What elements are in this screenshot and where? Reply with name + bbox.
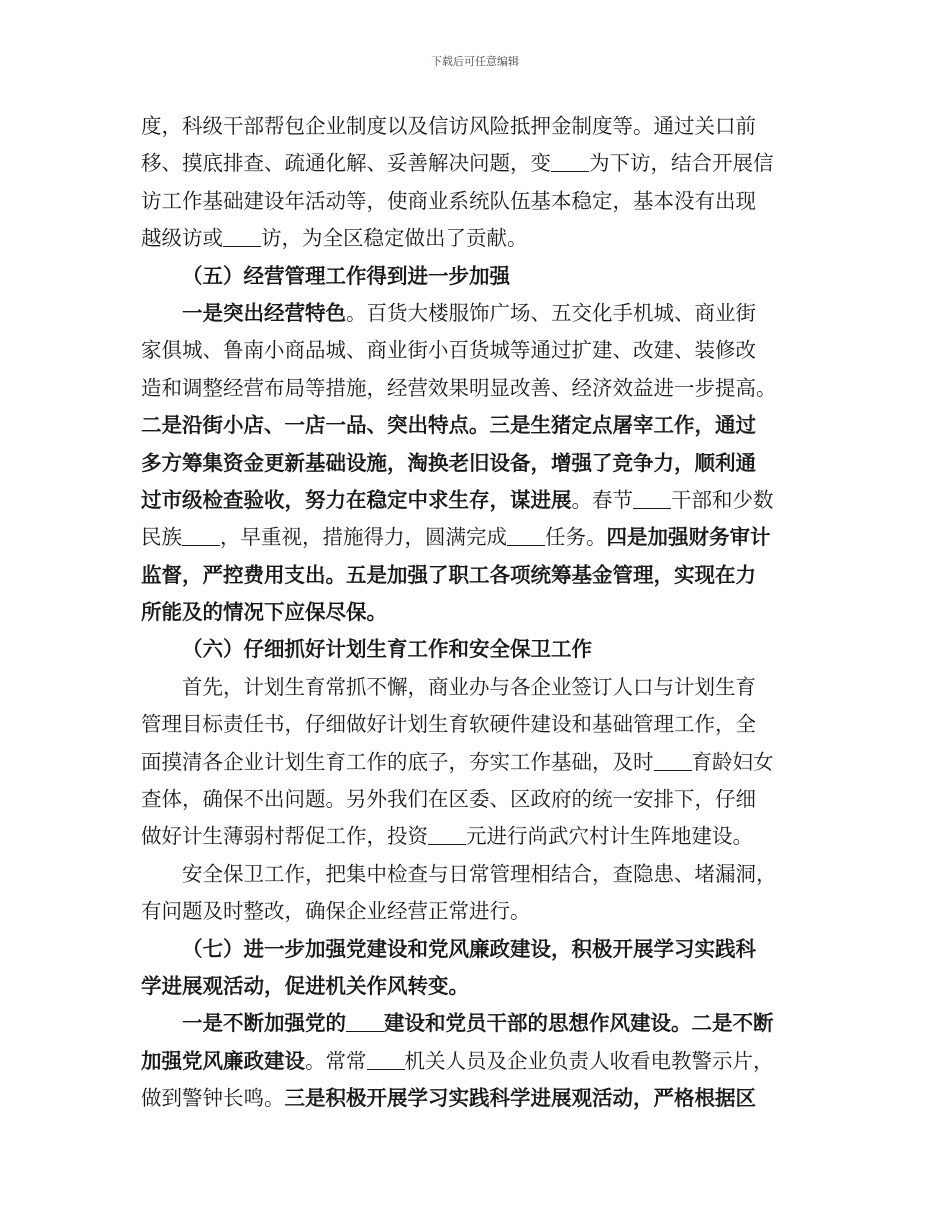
body-text: 移、摸底排查、疏通化解、妥善解决问题，变	[141, 151, 551, 176]
bold-text: 一是突出经营特色	[182, 300, 346, 325]
text-line	[141, 557, 817, 594]
body-text: 访，为全区稳定做出了贡献。	[261, 226, 528, 251]
text-line	[141, 706, 817, 743]
document-body	[141, 108, 817, 1118]
body-text: 造和调整经营布局等措施，经营效果明显改善、经济效益进一步提高。	[141, 375, 777, 400]
body-text: 首先，计划生育常抓不懈，商业办与各企业签订人口与计划生育	[182, 674, 756, 699]
text-line	[141, 407, 817, 444]
fill-in-blank	[507, 527, 545, 546]
body-text: 任务。	[545, 525, 607, 550]
text-line	[141, 220, 817, 257]
body-text: 。春节	[571, 487, 633, 512]
bold-text: 三是积极开展学习实践科学进展观活动，严格根据区	[284, 1086, 756, 1111]
body-text: 家俱城、鲁南小商品城、商业街小百货城等通过扩建、改建、装修改	[141, 338, 756, 363]
body-text: 元进行尚武穴村计生阵地建设。	[466, 824, 753, 849]
text-line	[141, 519, 817, 556]
bold-text: （七）进一步加强党建设和党风廉政建设，积极开展学习实践科	[182, 936, 756, 961]
body-text: 干部和少数	[671, 487, 774, 512]
bold-text: 多方筹集资金更新基础设施，淘换老旧设备，增强了竞争力，顺利通	[141, 450, 756, 475]
text-line	[141, 183, 817, 220]
fill-in-blank	[223, 228, 261, 247]
text-line	[141, 370, 817, 407]
fill-in-blank	[346, 1013, 384, 1032]
text-line	[141, 818, 817, 855]
text-line	[141, 594, 817, 631]
fill-in-blank	[182, 527, 220, 546]
body-text: 安全保卫工作，把集中检查与日常管理相结合，查隐患、堵漏洞，	[182, 861, 777, 886]
bold-text: （五）经营管理工作得到进一步加强	[182, 263, 510, 288]
text-line	[141, 893, 817, 930]
bold-text: 所能及的情况下应保尽保。	[141, 600, 387, 625]
body-text: ，早重视，措施得力，圆满完成	[220, 525, 507, 550]
fill-in-blank	[633, 490, 671, 509]
text-line	[141, 669, 817, 706]
text-line	[141, 631, 817, 668]
text-line	[141, 1080, 817, 1117]
body-text: 。百货大楼服饰广场、五交化手机城、商业街	[346, 300, 756, 325]
bold-text: 一是不断加强党的	[182, 1011, 346, 1036]
body-text: 访工作基础建设年活动等，使商业系统队伍基本稳定，基本没有出现	[141, 188, 756, 213]
bold-text: 监督，严控费用支出。五是加强了职工各项统筹基金管理，实现在力	[141, 562, 756, 587]
bold-text: 学进展观活动，促进机关作风转变。	[141, 973, 469, 998]
body-text: 越级访或	[141, 226, 223, 251]
bold-text: （六）仔细抓好计划生育工作和安全保卫工作	[182, 637, 592, 662]
text-line	[141, 1005, 817, 1042]
body-text: 育龄妇女	[691, 749, 774, 774]
text-line	[141, 482, 817, 519]
text-line	[141, 1043, 817, 1080]
bold-text: 过市级检查验收，努力在稳定中求生存，谋进展	[141, 487, 572, 512]
page-header: 下载后可任意编辑	[431, 55, 519, 68]
body-text: 有问题及时整改，确保企业经营正常进行。	[141, 899, 531, 924]
text-line	[141, 108, 817, 145]
body-text: 度，科级干部帮包企业制度以及信访风险抵押金制度等。通过关口前	[141, 114, 756, 138]
fill-in-blank	[551, 153, 589, 172]
text-line	[141, 931, 817, 968]
bold-text: 二是沿街小店、一店一品、突出特点。三是生猪定点屠宰工作，通过	[141, 413, 756, 438]
text-line	[141, 295, 817, 332]
fill-in-blank	[654, 752, 692, 771]
body-text: 民族	[141, 525, 182, 550]
fill-in-blank	[367, 1051, 405, 1070]
bold-text: 四是加强财务审计	[606, 525, 771, 550]
text-line	[141, 744, 817, 781]
bold-text: 加强党风廉政建设	[141, 1048, 305, 1073]
text-line	[141, 781, 817, 818]
text-line	[141, 145, 817, 182]
body-text: 机关人员及企业负责人收看电教警示片，	[404, 1048, 774, 1073]
body-text: 管理目标责任书，仔细做好计划生育软硬件建设和基础管理工作，全	[141, 712, 756, 737]
body-text: 做好计生薄弱村帮促工作，投资	[141, 824, 428, 849]
body-text: 面摸清各企业计划生育工作的底子，夯实工作基础，及时	[141, 749, 654, 774]
body-text: 做到警钟长鸣。	[141, 1086, 285, 1111]
body-text: 查体，确保不出问题。另外我们在区委、区政府的统一安排下，仔细	[141, 787, 756, 812]
text-line	[141, 332, 817, 369]
body-text: 为下访，结合开展信	[589, 151, 774, 176]
text-line	[141, 258, 817, 295]
body-text: 。常常	[305, 1048, 367, 1073]
text-line	[141, 968, 817, 1005]
text-line	[141, 445, 817, 482]
text-line	[141, 856, 817, 893]
fill-in-blank	[428, 826, 466, 845]
bold-text: 建设和党员干部的思想作风建设。二是不断	[384, 1011, 774, 1036]
